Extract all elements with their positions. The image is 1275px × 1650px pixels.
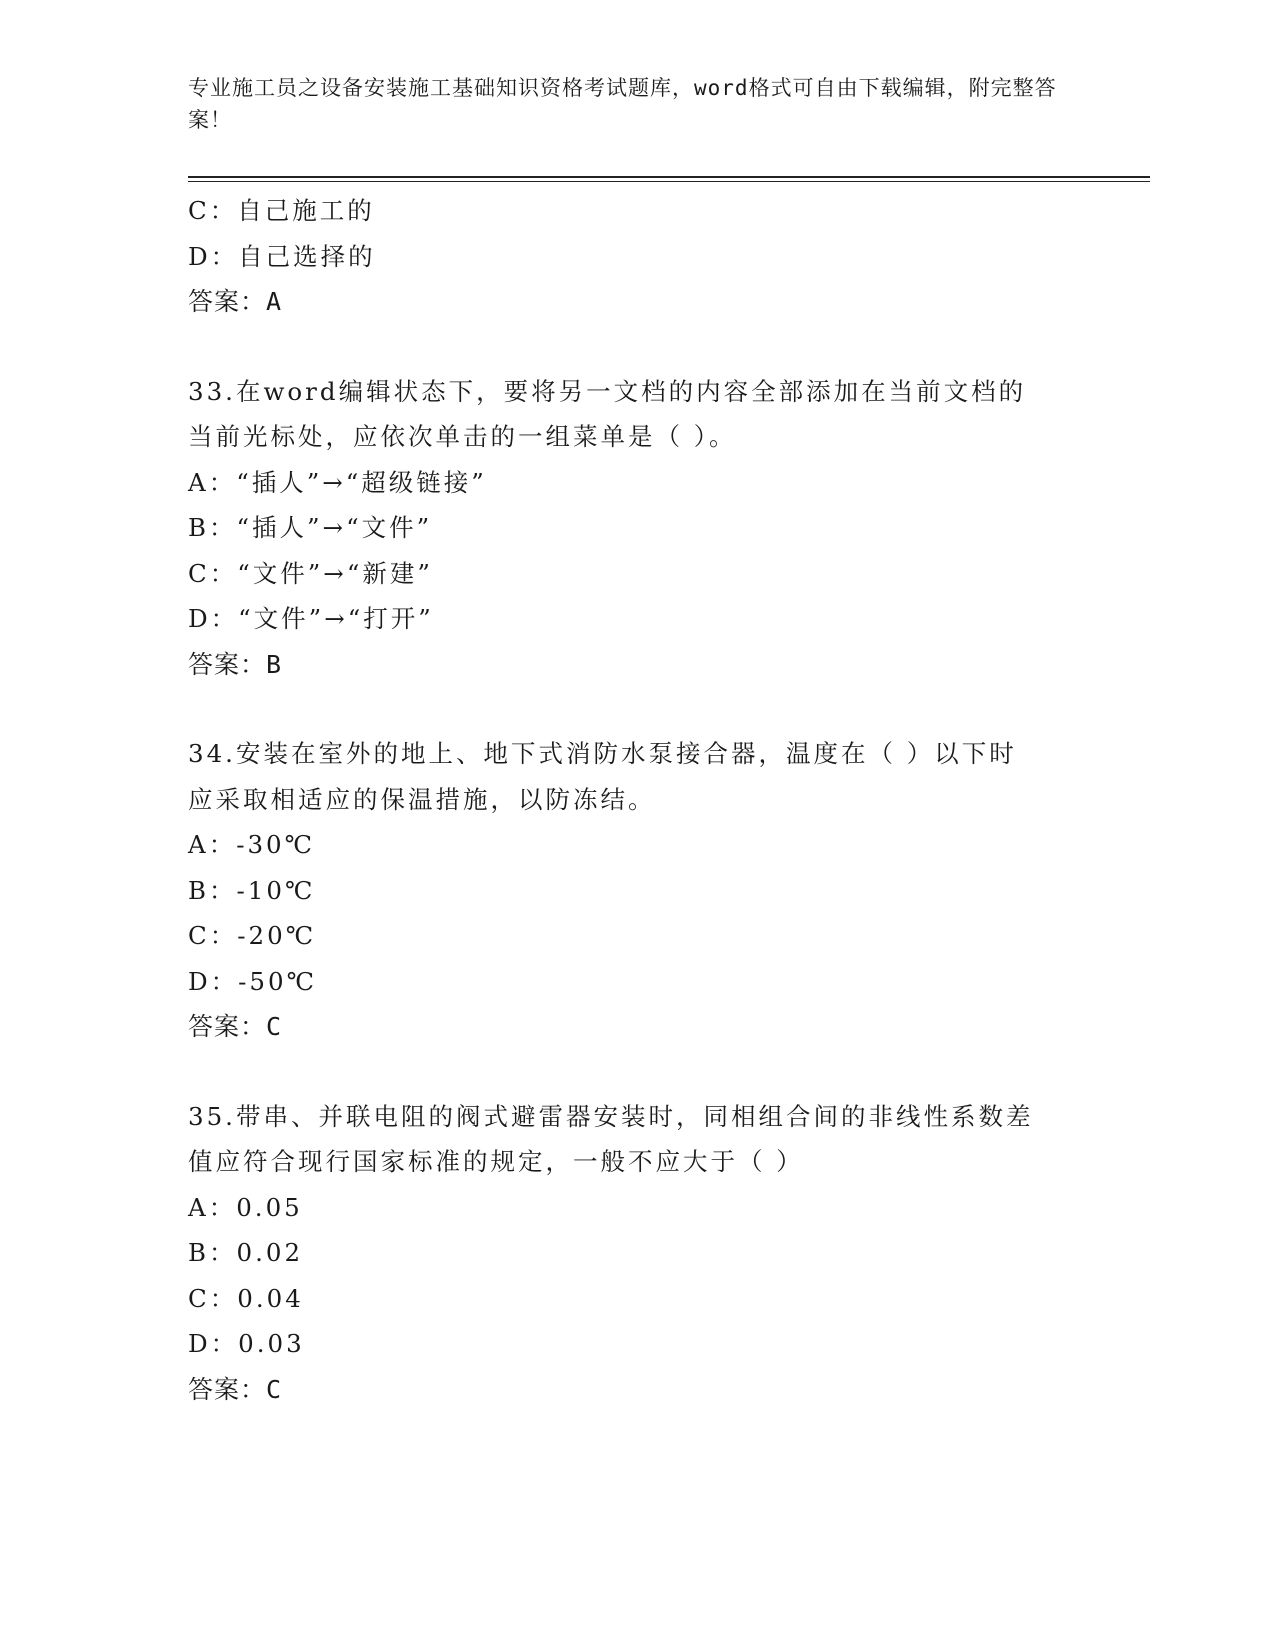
option-d: D：“文件”→“打开” <box>188 604 434 633</box>
option-b: B：0.02 <box>188 1238 304 1267</box>
question-stem: 35.带串、并联电阻的阀式避雷器安装时，同相组合间的非线性系数差 <box>188 1101 1034 1131</box>
option-d: D：0.03 <box>188 1329 305 1358</box>
continued-question <box>188 188 1108 325</box>
spacer <box>188 1050 1108 1094</box>
option-b: B：“插人”→“文件” <box>188 513 433 542</box>
spacer <box>188 325 1108 369</box>
option-b: B：-10℃ <box>188 875 316 905</box>
document-header: 专业施工员之设备安装施工基础知识资格考试题库，word格式可自由下载编辑，附完整答案！ <box>188 76 1057 132</box>
option-a: A：“插人”→“超级链接” <box>188 467 487 497</box>
option-c: C：自己施工的 <box>188 196 375 225</box>
answer-label: 答案：B <box>188 649 283 679</box>
option-c: C：-20℃ <box>188 921 317 950</box>
question-35 <box>188 1094 1108 1413</box>
option-a: A：-30℃ <box>188 830 316 859</box>
header-divider-thick <box>188 176 1150 178</box>
question-content <box>188 188 1108 1412</box>
option-c: C：0.04 <box>188 1283 304 1313</box>
question-stem-cont: 值应符合现行国家标准的规定，一般不应大于（ ） <box>188 1147 804 1176</box>
option-d: D：自己选择的 <box>188 241 376 271</box>
question-34 <box>188 731 1108 1050</box>
answer-label: 答案：C <box>188 1012 283 1041</box>
answer-label: 答案：A <box>188 287 283 316</box>
answer-label: 答案：C <box>188 1374 283 1404</box>
question-stem-cont: 应采取相适应的保温措施，以防冻结。 <box>188 784 656 814</box>
option-c: C：“文件”→“新建” <box>188 558 433 588</box>
option-a: A：0.05 <box>188 1192 303 1222</box>
question-stem: 34.安装在室外的地上、地下式消防水泵接合器，温度在（ ）以下时 <box>188 739 1017 768</box>
option-d: D：-50℃ <box>188 966 318 996</box>
spacer <box>188 687 1108 731</box>
question-stem-cont: 当前光标处，应依次单击的一组菜单是（ ）。 <box>188 422 737 451</box>
header-divider-thin <box>188 181 1150 182</box>
question-33 <box>188 369 1108 688</box>
question-stem: 33.在word编辑状态下，要将另一文档的内容全部添加在当前文档的 <box>188 376 1027 406</box>
